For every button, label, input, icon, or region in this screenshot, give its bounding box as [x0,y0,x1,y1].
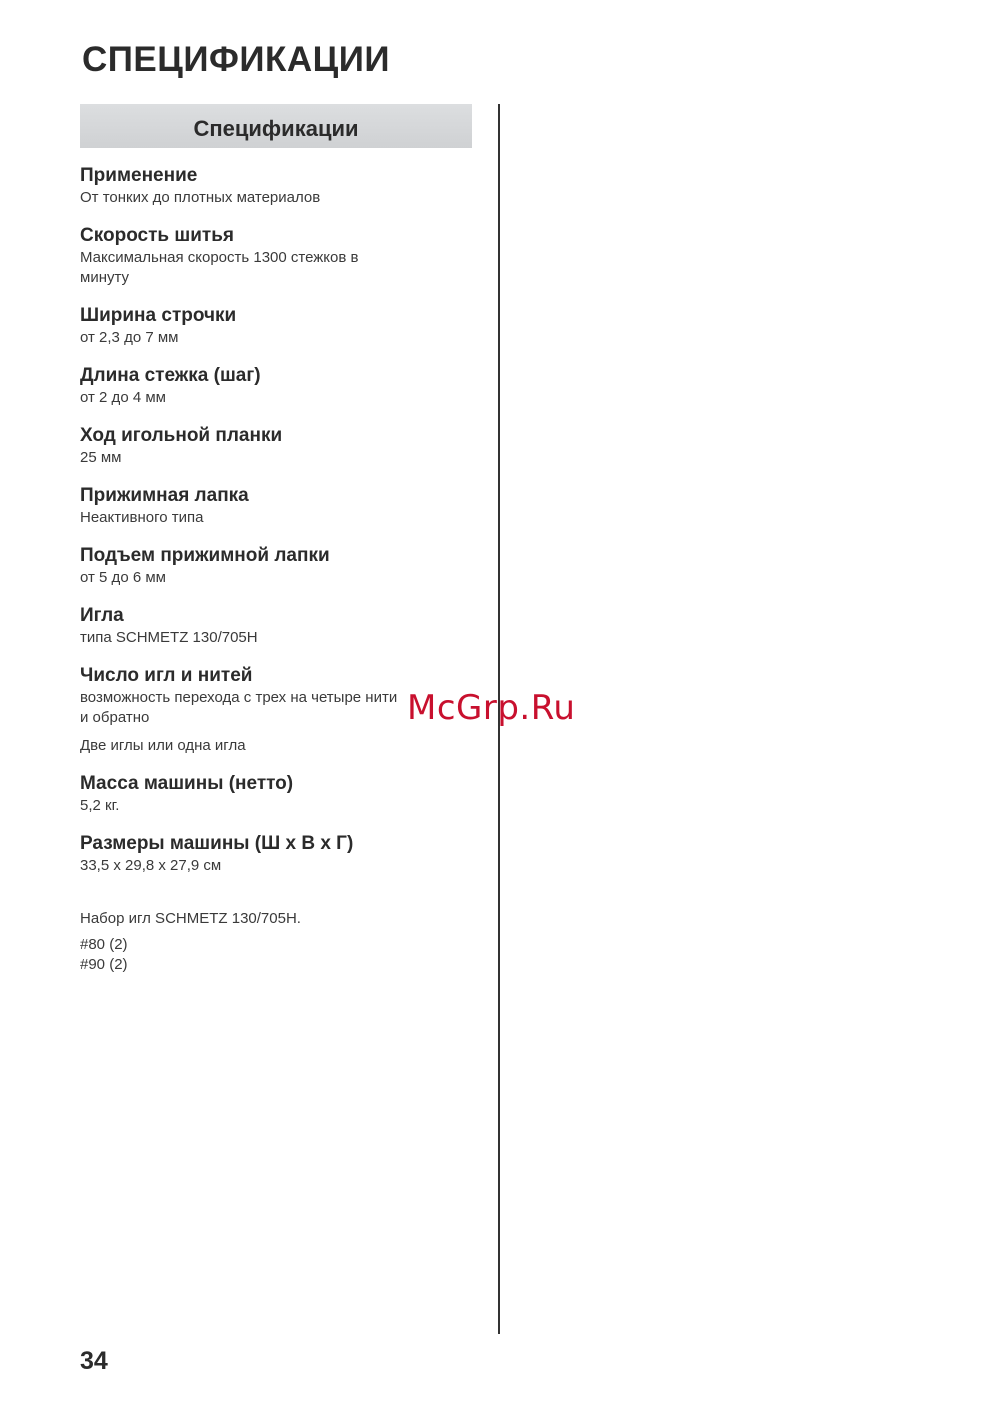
spec-item-presser-foot [80,484,480,528]
spec-item-stitch-length [80,364,480,408]
spec-item-weight [80,772,480,816]
spec-value: от 5 до 6 мм [80,569,166,586]
spec-item-sewing-speed [80,224,480,288]
spec-heading: Скорость шитья [80,225,234,246]
watermark: McGrp.Ru [407,688,576,728]
spec-heading: Подъем прижимной лапки [80,545,330,566]
section-title: Спецификации [193,116,359,141]
page-number: 34 [80,1347,108,1375]
spec-value: типа SCHMETZ 130/705H [80,629,258,646]
spec-value: возможность перехода с трех на четыре нити [80,689,398,706]
spec-list [80,164,480,892]
spec-item-application [80,164,480,208]
spec-value-extra: Две иглы или одна игла [80,737,246,754]
page-title: СПЕЦИФИКАЦИИ [82,40,391,79]
spec-value: Неактивного типа [80,509,204,526]
spec-heading: Ход игольной планки [80,425,283,446]
spec-value: От тонких до плотных материалов [80,189,321,206]
spec-item-stitch-width [80,304,480,348]
spec-heading: Игла [80,605,124,626]
spec-heading: Размеры машины (Ш х В х Г) [80,833,354,854]
spec-heading: Применение [80,165,198,186]
spec-item-needle [80,604,480,648]
spec-item-needle-bar-stroke [80,424,480,468]
spec-heading: Прижимная лапка [80,485,249,506]
spec-item-presser-foot-lift [80,544,480,588]
spec-value: 33,5 х 29,8 х 27,9 см [80,857,222,874]
spec-value: Максимальная скорость 1300 стежков в [80,249,359,266]
spec-value: 25 мм [80,449,122,466]
spec-heading: Число игл и нитей [80,665,253,686]
spec-item-dimensions [80,832,480,876]
spec-value-continued: и обратно [80,709,150,726]
spec-heading: Масса машины (нетто) [80,773,294,794]
spec-value-continued: минуту [80,269,130,286]
needle-set-item: #90 (2) [80,956,128,973]
spec-heading: Ширина строчки [80,305,237,326]
needle-set [80,909,480,975]
needle-set-item: #80 (2) [80,936,128,953]
spec-value: 5,2 кг. [80,797,120,814]
spec-heading: Длина стежка (шаг) [80,365,261,386]
spec-value: от 2 до 4 мм [80,389,166,406]
spec-value: от 2,3 до 7 мм [80,329,179,346]
needle-set-title: Набор игл SCHMETZ 130/705H. [80,910,301,927]
